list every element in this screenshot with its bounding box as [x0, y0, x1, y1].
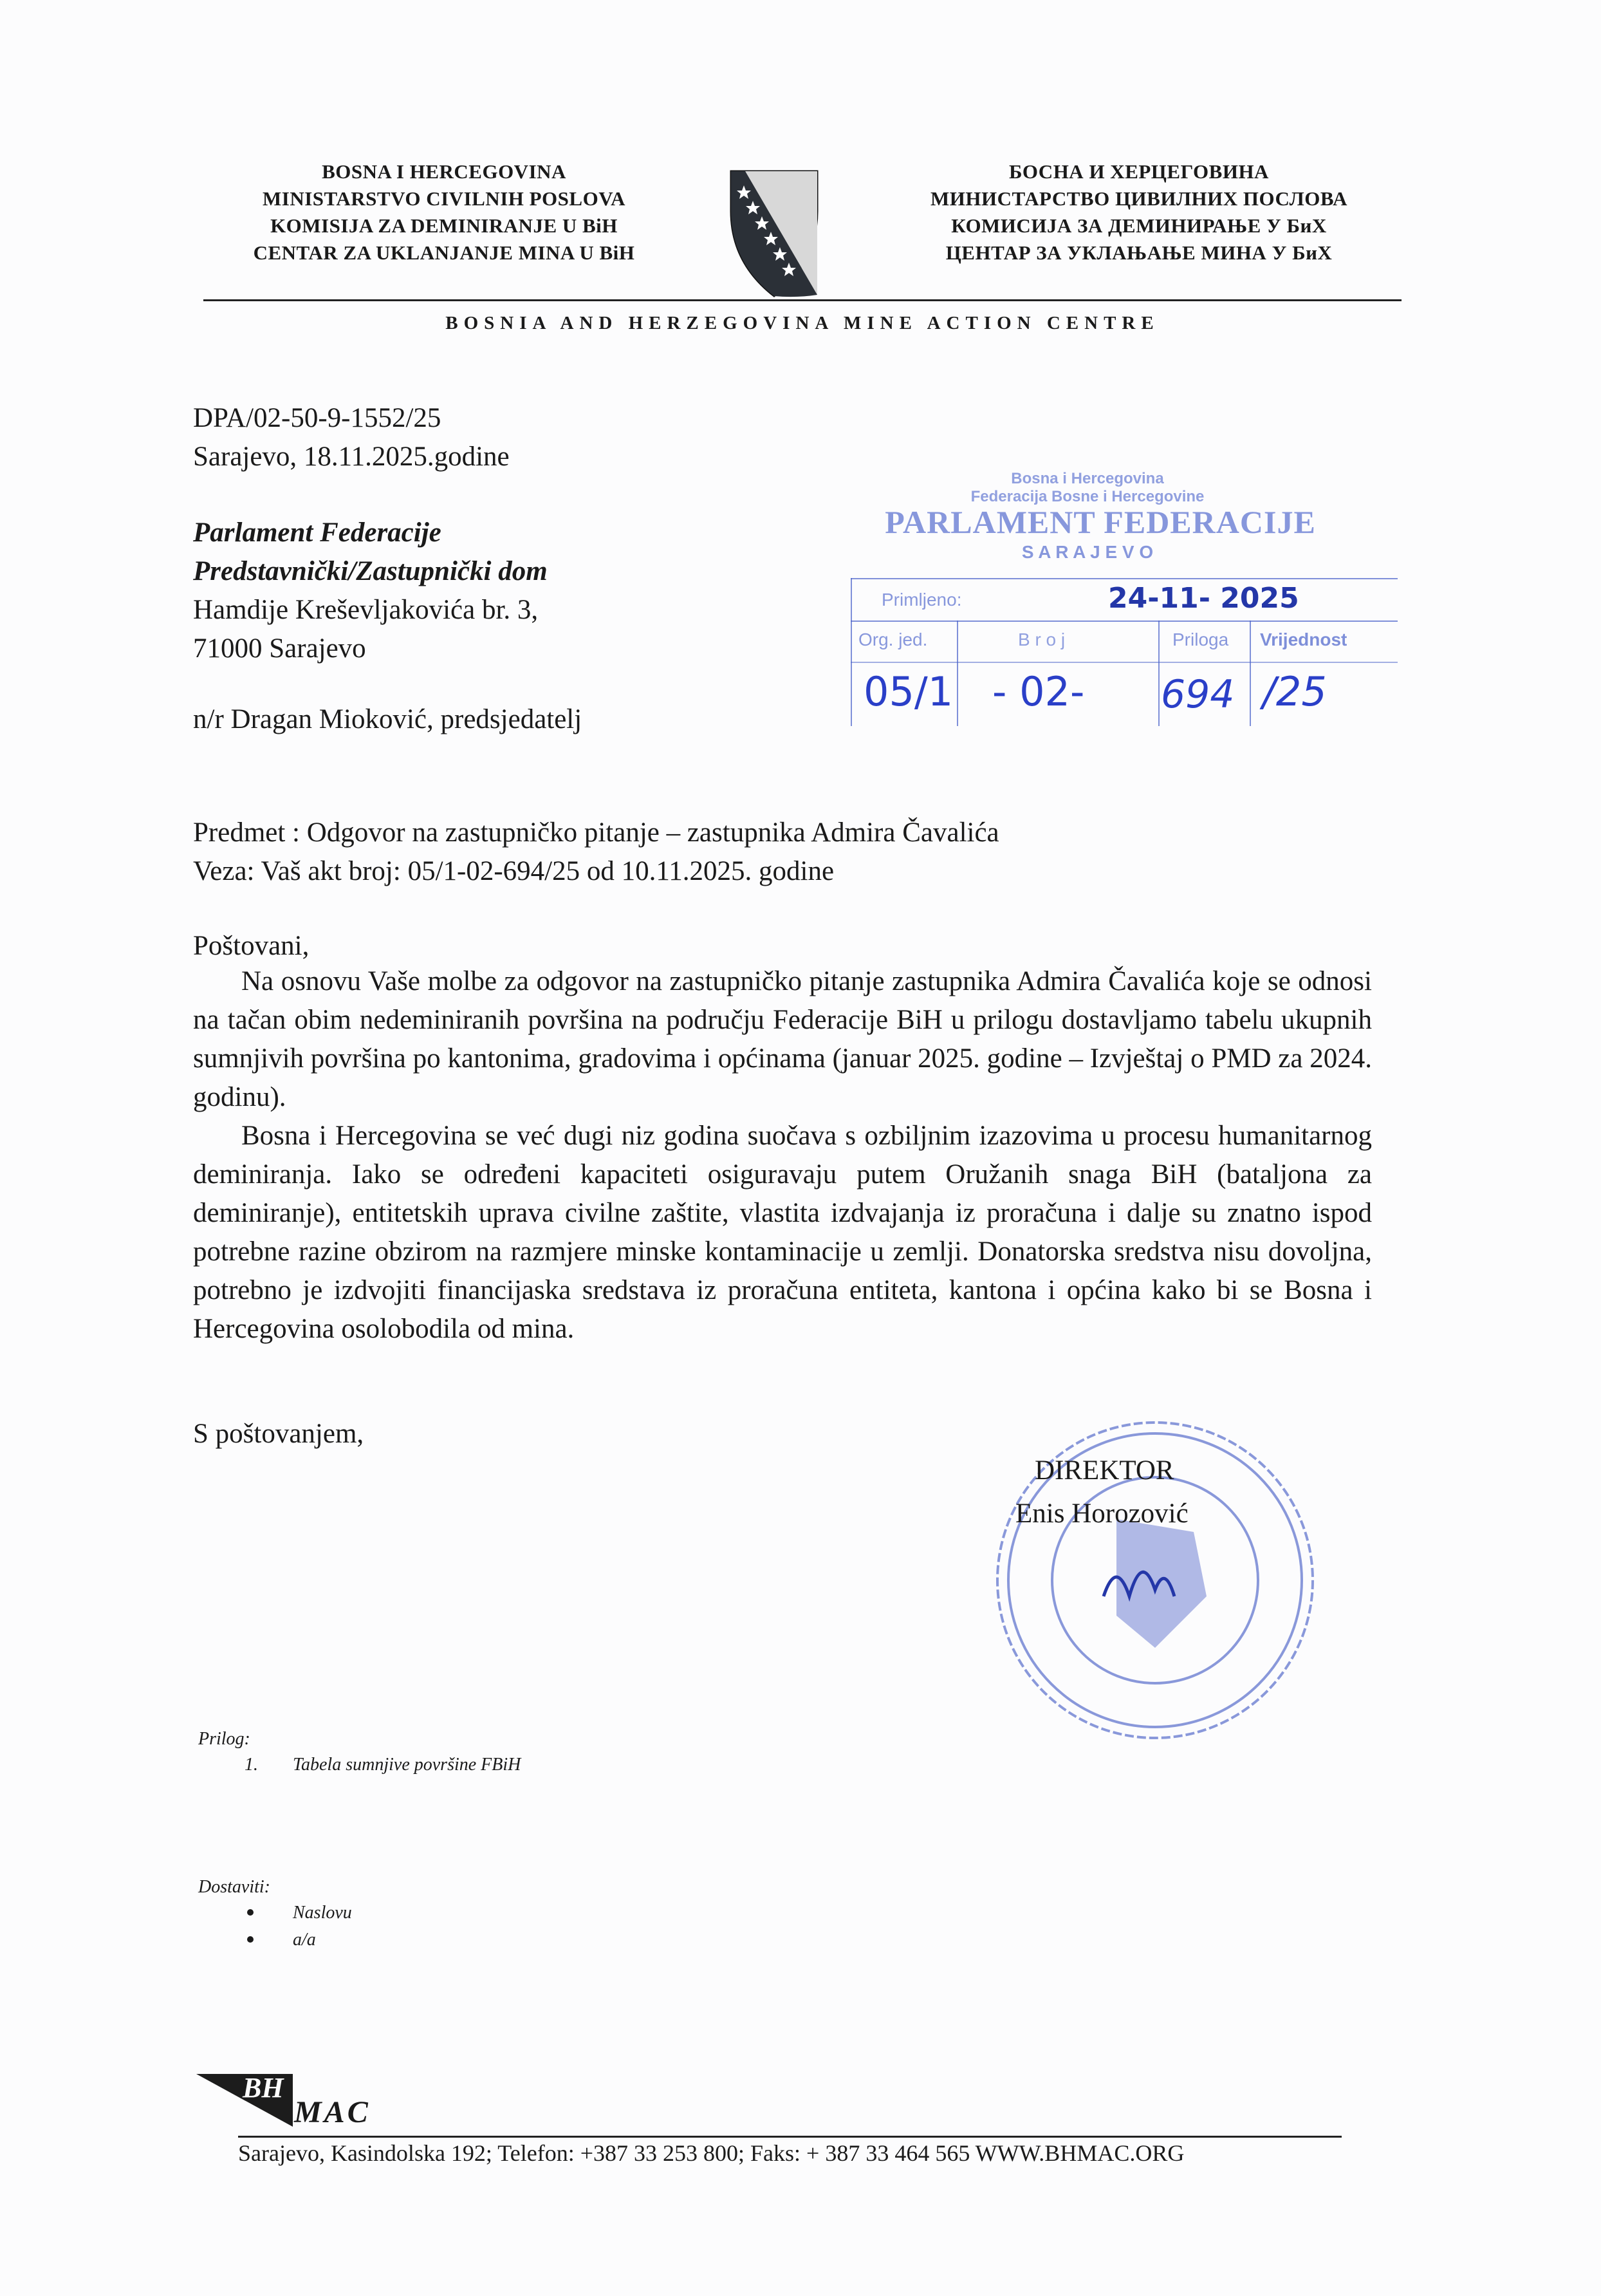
logo-text-mac: MAC — [294, 2095, 371, 2129]
header-left-line: CENTAR ZA UKLANJANJE MINA U BiH — [253, 241, 635, 264]
bhmac-logo — [196, 2071, 402, 2136]
centre-name: BOSNIA AND HERZEGOVINA MINE ACTION CENTRE — [445, 313, 1160, 333]
header-right-line: ЦЕНТАР ЗА УКЛАЊАЊЕ МИНА У БиХ — [945, 241, 1333, 264]
header-left-line: KOMISIJA ZA DEMINIRANJE U BiH — [270, 214, 618, 237]
stamp-col-vrijednost: Vrijednost — [1260, 630, 1347, 649]
body-paragraph-2: Bosna i Hercegovina se već dugi niz godina suočava s ozbiljnim izazovima u procesu humanitarnog deminiranja. Iako se određeni kapaciteti osiguravaju putem Oružanih snaga BiH (bataljona za deminiranje), entitetskih uprava civilne zaštite, vlastita izdvajanja iz proračuna i dalje su znatno ispod potrebne razine obzirom na razmjere minske kontaminacije u zemlji. Donatorska sredstva nisu dovoljna, potrebno je izdvojiti financijaska sredstava iz proračuna entiteta, kantona i općina kako bi se Bosna i Hercegovina osolobodila od mina. — [193, 1121, 1372, 1344]
stamp-val-org: 05/1 — [864, 668, 954, 715]
header-left-line: MINISTARSTVO CIVILNIH POSLOVA — [263, 187, 625, 210]
recipient-name-1: Parlament Federacije — [193, 518, 441, 548]
signature-title: DIREKTOR — [1035, 1455, 1174, 1486]
stamp-val-priloga: 694 — [1161, 672, 1235, 717]
stamp-col-broj: B r o j — [1018, 630, 1066, 649]
header-left-block — [193, 158, 695, 266]
attachment-number: 1. — [245, 1755, 258, 1775]
attachment-text: Tabela sumnjive površine FBiH — [293, 1755, 521, 1775]
distribution-item: Naslovu — [293, 1903, 352, 1923]
stamp-received-date: 24-11- 2025 — [1108, 582, 1299, 615]
subject-veza: Veza: Vaš akt broj: 05/1-02-694/25 od 10.11.2025. godine — [193, 856, 835, 886]
header-divider — [203, 299, 1402, 301]
stamp-top-line-2: Federacija Bosne i Hercegovine — [970, 488, 1205, 505]
closing: S poštovanjem, — [193, 1419, 364, 1449]
stamp-val-broj: - 02- — [992, 668, 1085, 715]
signature-name: Enis Horozović — [1015, 1498, 1189, 1529]
logo-text-bh: BH — [243, 2072, 284, 2104]
distribution-bullet — [247, 1909, 254, 1916]
stamp-top-line-1: Bosna i Hercegovina — [1011, 470, 1164, 487]
distribution-bullet — [247, 1936, 254, 1943]
receipt-stamp — [849, 470, 1403, 740]
header-right-block — [856, 158, 1422, 266]
recipient-attention: n/r Dragan Mioković, predsjedatelj — [193, 704, 582, 734]
stamp-title: PARLAMENT FEDERACIJE — [885, 504, 1316, 540]
footer-contact: Sarajevo, Kasindolska 192; Telefon: +387 33 253 800; Faks: + 387 33 464 565 WWW.BHMAC.ORG — [238, 2140, 1185, 2166]
attachments-label: Prilog: — [198, 1729, 250, 1749]
stamp-frame — [851, 578, 1398, 726]
body-paragraph-1: Na osnovu Vaše molbe za odgovor na zastupničko pitanje zastupnika Admira Čavalića koje se odnosi na tačan obim nedeminiranih površina na području Federacije BiH u prilogu dostavljamo tabelu ukupnih sumnjivih površina po kantonima, gradovima i općinama (januar 2025. godine – Izvještaj o PMD za 2024. godinu). — [193, 966, 1372, 1112]
subject-predmet: Predmet : Odgovor na zastupničko pitanje – zastupnika Admira Čavalića — [193, 817, 999, 848]
footer-divider — [238, 2136, 1342, 2138]
distribution-item: a/a — [293, 1930, 316, 1950]
reference-number: DPA/02-50-9-1552/25 — [193, 403, 441, 433]
stamp-val-vrijednost: /25 — [1263, 668, 1327, 715]
recipient-address-1: Hamdije Kreševljakovića br. 3, — [193, 595, 539, 625]
stamp-col-org: Org. jed. — [858, 630, 928, 649]
header-right-line: БОСНА И ХЕРЦЕГОВИНА — [1009, 160, 1269, 183]
reference-date: Sarajevo, 18.11.2025.godine — [193, 442, 510, 472]
stamp-received-label: Primljeno: — [882, 590, 962, 610]
header-right-line: КОМИСИЈА ЗА ДЕМИНИРАЊЕ У БиХ — [951, 214, 1327, 237]
header-left-line: BOSNA I HERCEGOVINA — [322, 160, 566, 183]
recipient-address-2: 71000 Sarajevo — [193, 633, 366, 664]
distribution-label: Dostaviti: — [198, 1877, 270, 1897]
stamp-city: S A R A J E V O — [1021, 542, 1154, 562]
header-right-line: МИНИСТАРСТВО ЦИВИЛНИХ ПОСЛОВА — [930, 187, 1347, 210]
salutation: Poštovani, — [193, 931, 310, 961]
bih-coat-of-arms-icon — [719, 166, 829, 301]
recipient-name-2: Predstavnički/Zastupnički dom — [193, 556, 548, 586]
stamp-col-priloga: Priloga — [1172, 630, 1229, 649]
